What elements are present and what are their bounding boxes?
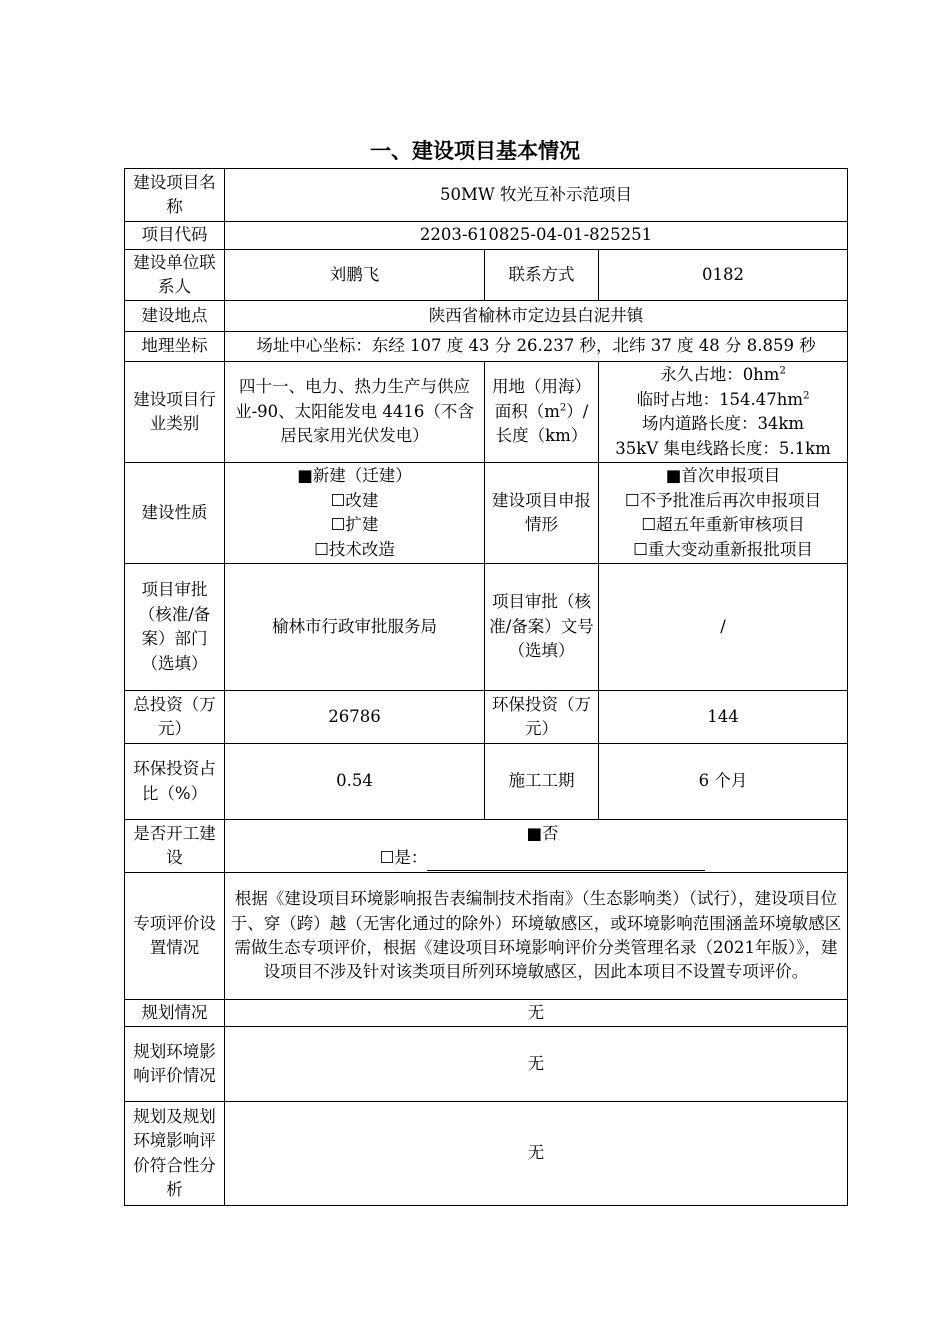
investment-label: 总投资（万元） xyxy=(125,691,225,744)
page-title: 一、建设项目基本情况 xyxy=(370,139,580,163)
row-conformity xyxy=(125,1102,848,1206)
row-location xyxy=(125,301,848,332)
approval-doc-value: / xyxy=(599,564,848,691)
started-blank-line[interactable] xyxy=(427,852,705,871)
project-code-value: 2203-610825-04-01-825251 xyxy=(225,222,848,250)
row-planning-env xyxy=(125,1027,848,1102)
env-investment-label: 环保投资（万元） xyxy=(485,691,599,744)
row-special xyxy=(125,873,848,1000)
conformity-label: 规划及规划环境影响评价符合性分析 xyxy=(125,1102,225,1206)
report-option-five-years[interactable]: ☐超五年重新审核项目 xyxy=(641,515,805,534)
geo-label: 地理坐标 xyxy=(125,332,225,362)
project-info-table xyxy=(124,168,848,1206)
temporary-area: 临时占地：$154.47hm^2$ xyxy=(636,389,810,409)
env-investment-value: 144 xyxy=(599,691,848,744)
ratio-label: 环保投资占比（%） xyxy=(125,744,225,820)
period-value: 6 个月 xyxy=(599,744,848,820)
row-nature xyxy=(125,463,848,564)
row-industry xyxy=(125,362,848,463)
approval-doc-label: 项目审批（核准/备案）文号（选填） xyxy=(485,564,599,691)
contact-value: 刘鹏飞 xyxy=(225,250,485,301)
nature-option-expand[interactable]: ☐扩建 xyxy=(330,515,379,534)
location-label: 建设地点 xyxy=(125,301,225,332)
area-values xyxy=(599,362,848,463)
investment-value: 26786 xyxy=(225,691,485,744)
area-label: 用地（用海）面积$(m^2)/$长度（km） xyxy=(485,362,599,463)
started-option-yes[interactable]: ☐是： xyxy=(241,846,844,871)
report-option-first[interactable]: ■首次申报项目 xyxy=(665,466,781,485)
started-options xyxy=(225,820,848,873)
nature-options xyxy=(225,463,485,564)
line-length: 35kV 集电线路长度：5.1km xyxy=(615,438,831,458)
location-value: 陕西省榆林市定边县白泥井镇 xyxy=(225,301,848,332)
project-code-label: 项目代码 xyxy=(125,222,225,250)
report-option-major-change[interactable]: ☐重大变动重新报批项目 xyxy=(633,539,813,559)
planning-env-label: 规划环境影响评价情况 xyxy=(125,1027,225,1102)
approval-label: 项目审批（核准/备案）部门（选填） xyxy=(125,564,225,691)
row-contact xyxy=(125,250,848,301)
industry-value: 四十一、电力、热力生产与供应业-90、太阳能发电 4416（不含居民家用光伏发电） xyxy=(225,362,485,463)
report-option-resubmit[interactable]: ☐不予批准后再次申报项目 xyxy=(624,490,822,510)
contact-method-value: 0182 xyxy=(599,250,848,301)
row-investment xyxy=(125,691,848,744)
report-label: 建设项目申报情形 xyxy=(485,463,599,564)
row-geo xyxy=(125,332,848,362)
nature-option-new[interactable]: ■新建（迁建） xyxy=(297,466,412,485)
row-ratio xyxy=(125,744,848,820)
planning-env-value: 无 xyxy=(225,1027,848,1102)
started-label: 是否开工建设 xyxy=(125,820,225,873)
row-started xyxy=(125,820,848,873)
project-name-label: 建设项目名称 xyxy=(125,169,225,222)
project-name-value: 50MW 牧光互补示范项目 xyxy=(225,169,848,222)
special-value: 根据《建设项目环境影响报告表编制技术指南》（生态影响类）（试行），建设项目位于、穿（跨）越（无害化通过的除外）环境敏感区，或环境影响范围涵盖环境敏感区需做生态专项评价，根据《建设项目环境影响评价分类管理名录（2021年版）》，建设项目不涉及针对该类项目所列环境敏感区，因此本项目不设置专项评价。 xyxy=(225,873,848,1000)
conformity-value: 无 xyxy=(225,1102,848,1206)
nature-label: 建设性质 xyxy=(125,463,225,564)
ratio-value: 0.54 xyxy=(225,744,485,820)
road-length: 场内道路长度：34km xyxy=(641,414,805,433)
nature-option-tech[interactable]: ☐技术改造 xyxy=(314,539,395,559)
report-options xyxy=(599,463,848,564)
started-option-no[interactable]: ■否 xyxy=(526,823,559,843)
planning-label: 规划情况 xyxy=(125,1000,225,1027)
special-label: 专项评价设置情况 xyxy=(125,873,225,1000)
period-label: 施工工期 xyxy=(485,744,599,820)
geo-value: 场址中心坐标：东经 107 度 43 分 26.237 秒，北纬 37 度 48 分 8.859 秒 xyxy=(225,332,848,362)
contact-label: 建设单位联系人 xyxy=(125,250,225,301)
row-project-code xyxy=(125,222,848,250)
row-project-name xyxy=(125,169,848,222)
nature-option-rebuild[interactable]: ☐改建 xyxy=(330,490,379,510)
approval-value: 榆林市行政审批服务局 xyxy=(225,564,485,691)
contact-method-label: 联系方式 xyxy=(485,250,599,301)
permanent-area: 永久占地：$0hm^2$ xyxy=(660,365,786,384)
industry-label: 建设项目行业类别 xyxy=(125,362,225,463)
planning-value: 无 xyxy=(225,1000,848,1027)
row-approval xyxy=(125,564,848,691)
row-planning xyxy=(125,1000,848,1027)
